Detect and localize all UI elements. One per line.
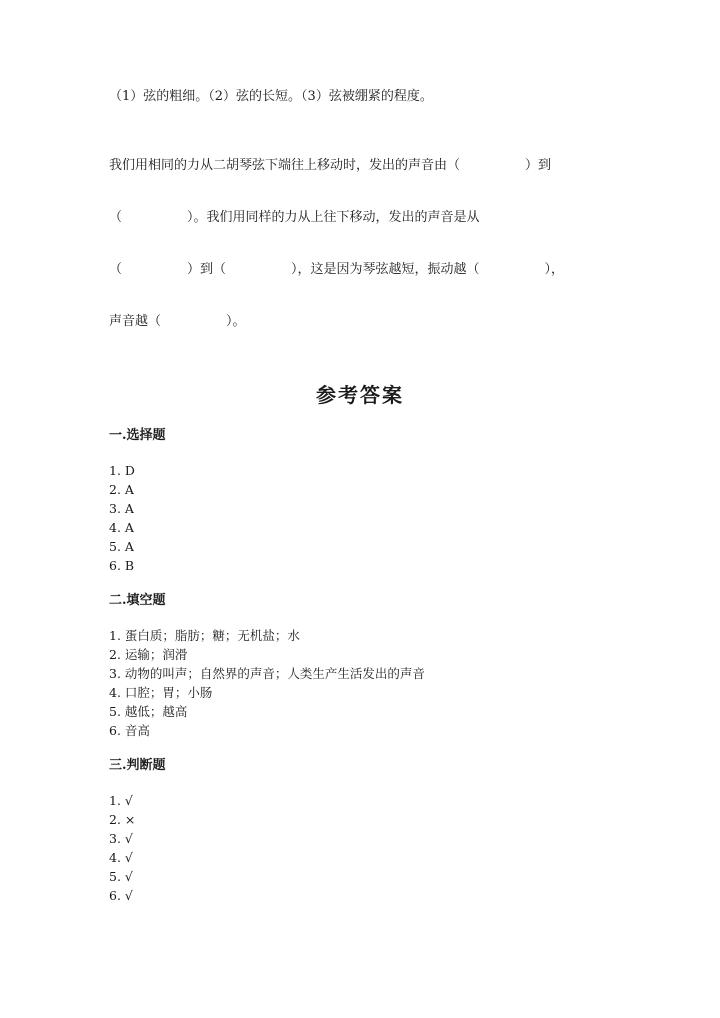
section-heading-judgement: 三.判断题 [109, 758, 166, 773]
question-line-1: 我们用相同的力从二胡琴弦下端往上移动时，发出的声音由（ ）到 [109, 158, 552, 173]
answer-item: 1. D [109, 463, 135, 478]
answer-item: 4. 口腔；胃；小肠 [109, 685, 213, 700]
answer-list-judgement [109, 791, 135, 905]
answer-item: 2. × [109, 812, 136, 827]
question-line-3: （ ）到（ ），这是因为琴弦越短，振动越（ ）， [109, 262, 565, 277]
answer-item: 4. A [109, 520, 134, 535]
answer-item: 1. √ [109, 793, 133, 808]
answer-item: 3. √ [109, 831, 133, 846]
answer-item: 5. A [109, 539, 134, 554]
answer-item: 4. √ [109, 850, 133, 865]
answer-item: 2. 运输；润滑 [109, 647, 188, 662]
answer-item: 1. 蛋白质；脂肪；糖；无机盐；水 [109, 628, 300, 643]
question-line-2: （ ）。我们用同样的力从上往下移动，发出的声音是从 [109, 210, 480, 225]
answer-item: 3. A [109, 501, 134, 516]
question-factors-line: （1）弦的粗细。（2）弦的长短。（3）弦被绷紧的程度。 [109, 89, 433, 104]
answer-key-title: 参考答案 [316, 383, 404, 407]
answer-item: 2. A [109, 482, 134, 497]
answer-item: 5. √ [109, 869, 133, 884]
answer-list-fill-blank [109, 626, 425, 740]
section-heading-fill-blank: 二.填空题 [109, 593, 166, 608]
answer-list-choice [109, 461, 135, 575]
answer-item: 3. 动物的叫声；自然界的声音；人类生产生活发出的声音 [109, 666, 425, 681]
answer-item: 6. B [109, 558, 135, 573]
section-heading-choice: 一.选择题 [109, 428, 166, 443]
answer-item: 5. 越低；越高 [109, 704, 188, 719]
answer-item: 6. √ [109, 888, 133, 903]
question-line-4: 声音越（ ）。 [109, 314, 246, 329]
answer-item: 6. 音高 [109, 723, 150, 738]
